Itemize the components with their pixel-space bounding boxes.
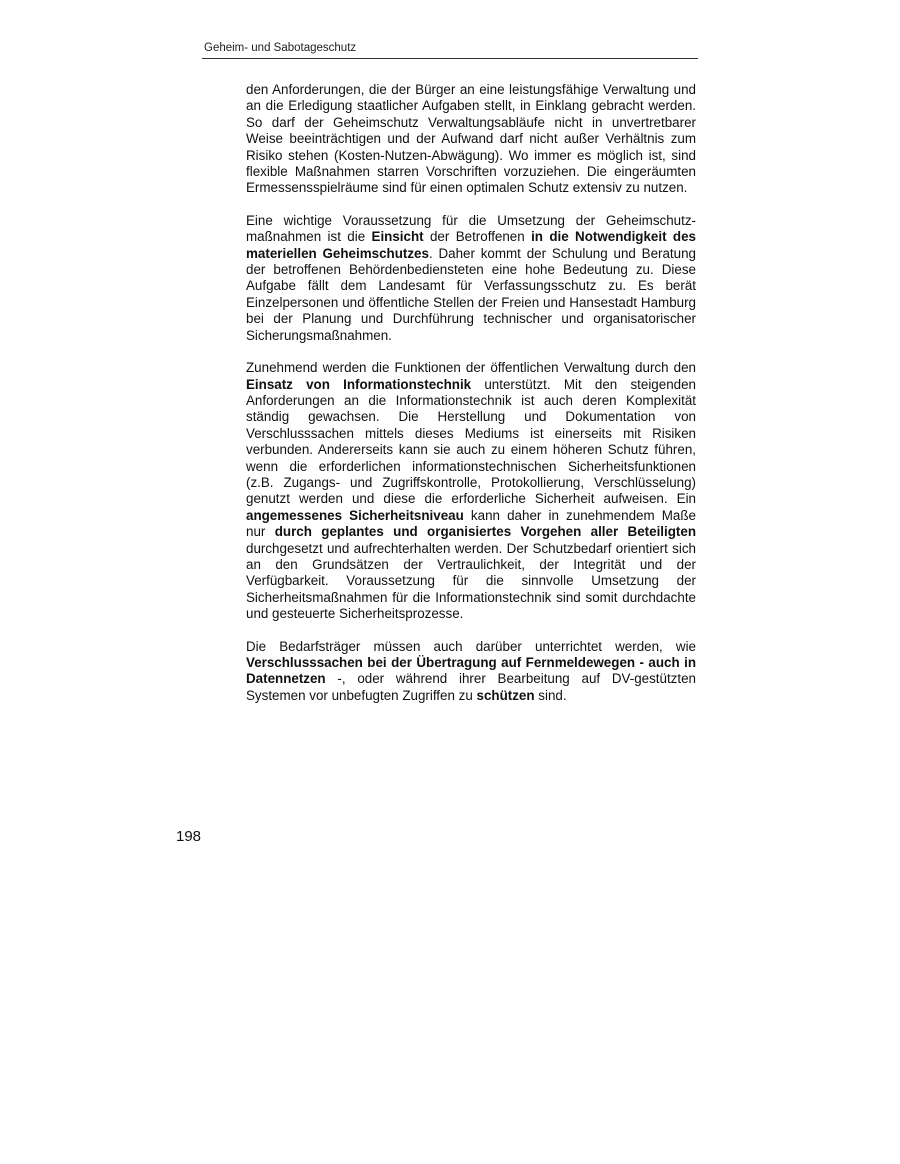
emphasized-text: schützen bbox=[476, 687, 535, 703]
emphasized-text: Einsicht bbox=[371, 229, 424, 245]
emphasized-text: in die Notwendigkeit des materiellen Geheimschutzes bbox=[246, 229, 696, 261]
paragraph bbox=[246, 360, 696, 623]
paragraph bbox=[246, 213, 696, 344]
paragraph-text: . Daher kommt der Schulung und Beratung der betroffenen Behördenbediensteten eine hohe Bedeutung zu. Diese Aufgabe fällt dem Landesamt für Verfassungsschutz zu. Es berät Einzelpersonen und öffentliche Stellen der Freien und Hansestadt Hamburg bei der Planung und Durchführung technischer und organisatorischer Sicherungsmaßnahmen. bbox=[246, 245, 696, 343]
paragraph-text: kann daher in zunehmendem Maße nur bbox=[246, 507, 696, 540]
paragraph-text: unterstützt. Mit den steigenden Anforderungen an die Informationstechnik ist auch deren Komplexität ständig gewachsen. Die Herstellung und Dokumentation von Verschlusssachen mittels dieses Mediums ist einerseits mit Risiken verbunden. Andererseits kann sie auch zu einem höheren Schutz führen, wenn die erforderlichen informationstechnischen Sicherheitsfunktionen (z.B. Zugangs- und Zugriffskontrolle, Protokollierung, Verschlüsselung) genutzt werden und diese die erforderliche Sicherheit aufweisen. Ein bbox=[246, 376, 696, 507]
emphasized-text: angemessenes Sicherheitsniveau bbox=[246, 507, 464, 523]
running-header-title: Geheim- und Sabotageschutz bbox=[204, 42, 357, 54]
paragraph-text: -, oder während ihrer Bearbeitung auf DV-gestützten Systemen vor unbefugten Zugriffen zu bbox=[246, 671, 696, 703]
paragraph-text: durchgesetzt und aufrechterhalten werden. Der Schutzbedarf orientiert sich an den Grundsätzen der Vertraulichkeit, der Integrität und der Verfügbarkeit. Voraussetzung für die sinnvolle Umsetzung der Sicherheitsmaßnahmen für die Informationstechnik sind somit durchdachte und gesteuerte Sicherheitsprozesse. bbox=[246, 540, 696, 622]
paragraph-text: sind. bbox=[534, 687, 567, 703]
page-number: 198 bbox=[176, 828, 202, 845]
paragraph-text: der Betroffenen bbox=[423, 229, 532, 245]
emphasized-text: Verschlusssachen bei der Übertragung auf Fernmeldewegen - auch in Datennetzen bbox=[246, 655, 696, 687]
paragraph-text: Zunehmend werden die Funktionen der öffentlichen Verwaltung durch den bbox=[246, 360, 696, 376]
emphasized-text: Einsatz von Informationstechnik bbox=[246, 376, 472, 392]
paragraph-text: Die Bedarfsträger müssen auch darüber unterrichtet werden, wie bbox=[246, 638, 696, 654]
emphasized-text: durch geplantes und organisiertes Vorgehen aller Beteiligten bbox=[274, 524, 696, 540]
paragraph-text: Eine wichtige Voraussetzung für die Umsetzung der Geheimschutzmaßnahmen ist die bbox=[246, 212, 696, 245]
paragraph bbox=[246, 82, 696, 197]
paragraph bbox=[246, 639, 696, 705]
body-text bbox=[246, 82, 696, 720]
running-header bbox=[202, 40, 698, 59]
paragraph-text: den Anforderungen, die der Bürger an eine leistungsfähige Verwaltung und an die Erledigung staatlicher Aufgaben stellt, in Einklang gebracht werden. So darf der Geheimschutz Verwaltungsabläufe nicht in unvertretbarer Weise beeinträchtigen und der Aufwand darf nicht außer Verhältnis zum Risiko stehen (Kosten-Nutzen-Abwägung). Wo immer es möglich ist, sind flexible Maßnahmen starren Vorschriften vorzuziehen. Die eingeräumten Ermessensspielräume sind für einen optimalen Schutz extensiv zu nutzen. bbox=[246, 82, 696, 196]
